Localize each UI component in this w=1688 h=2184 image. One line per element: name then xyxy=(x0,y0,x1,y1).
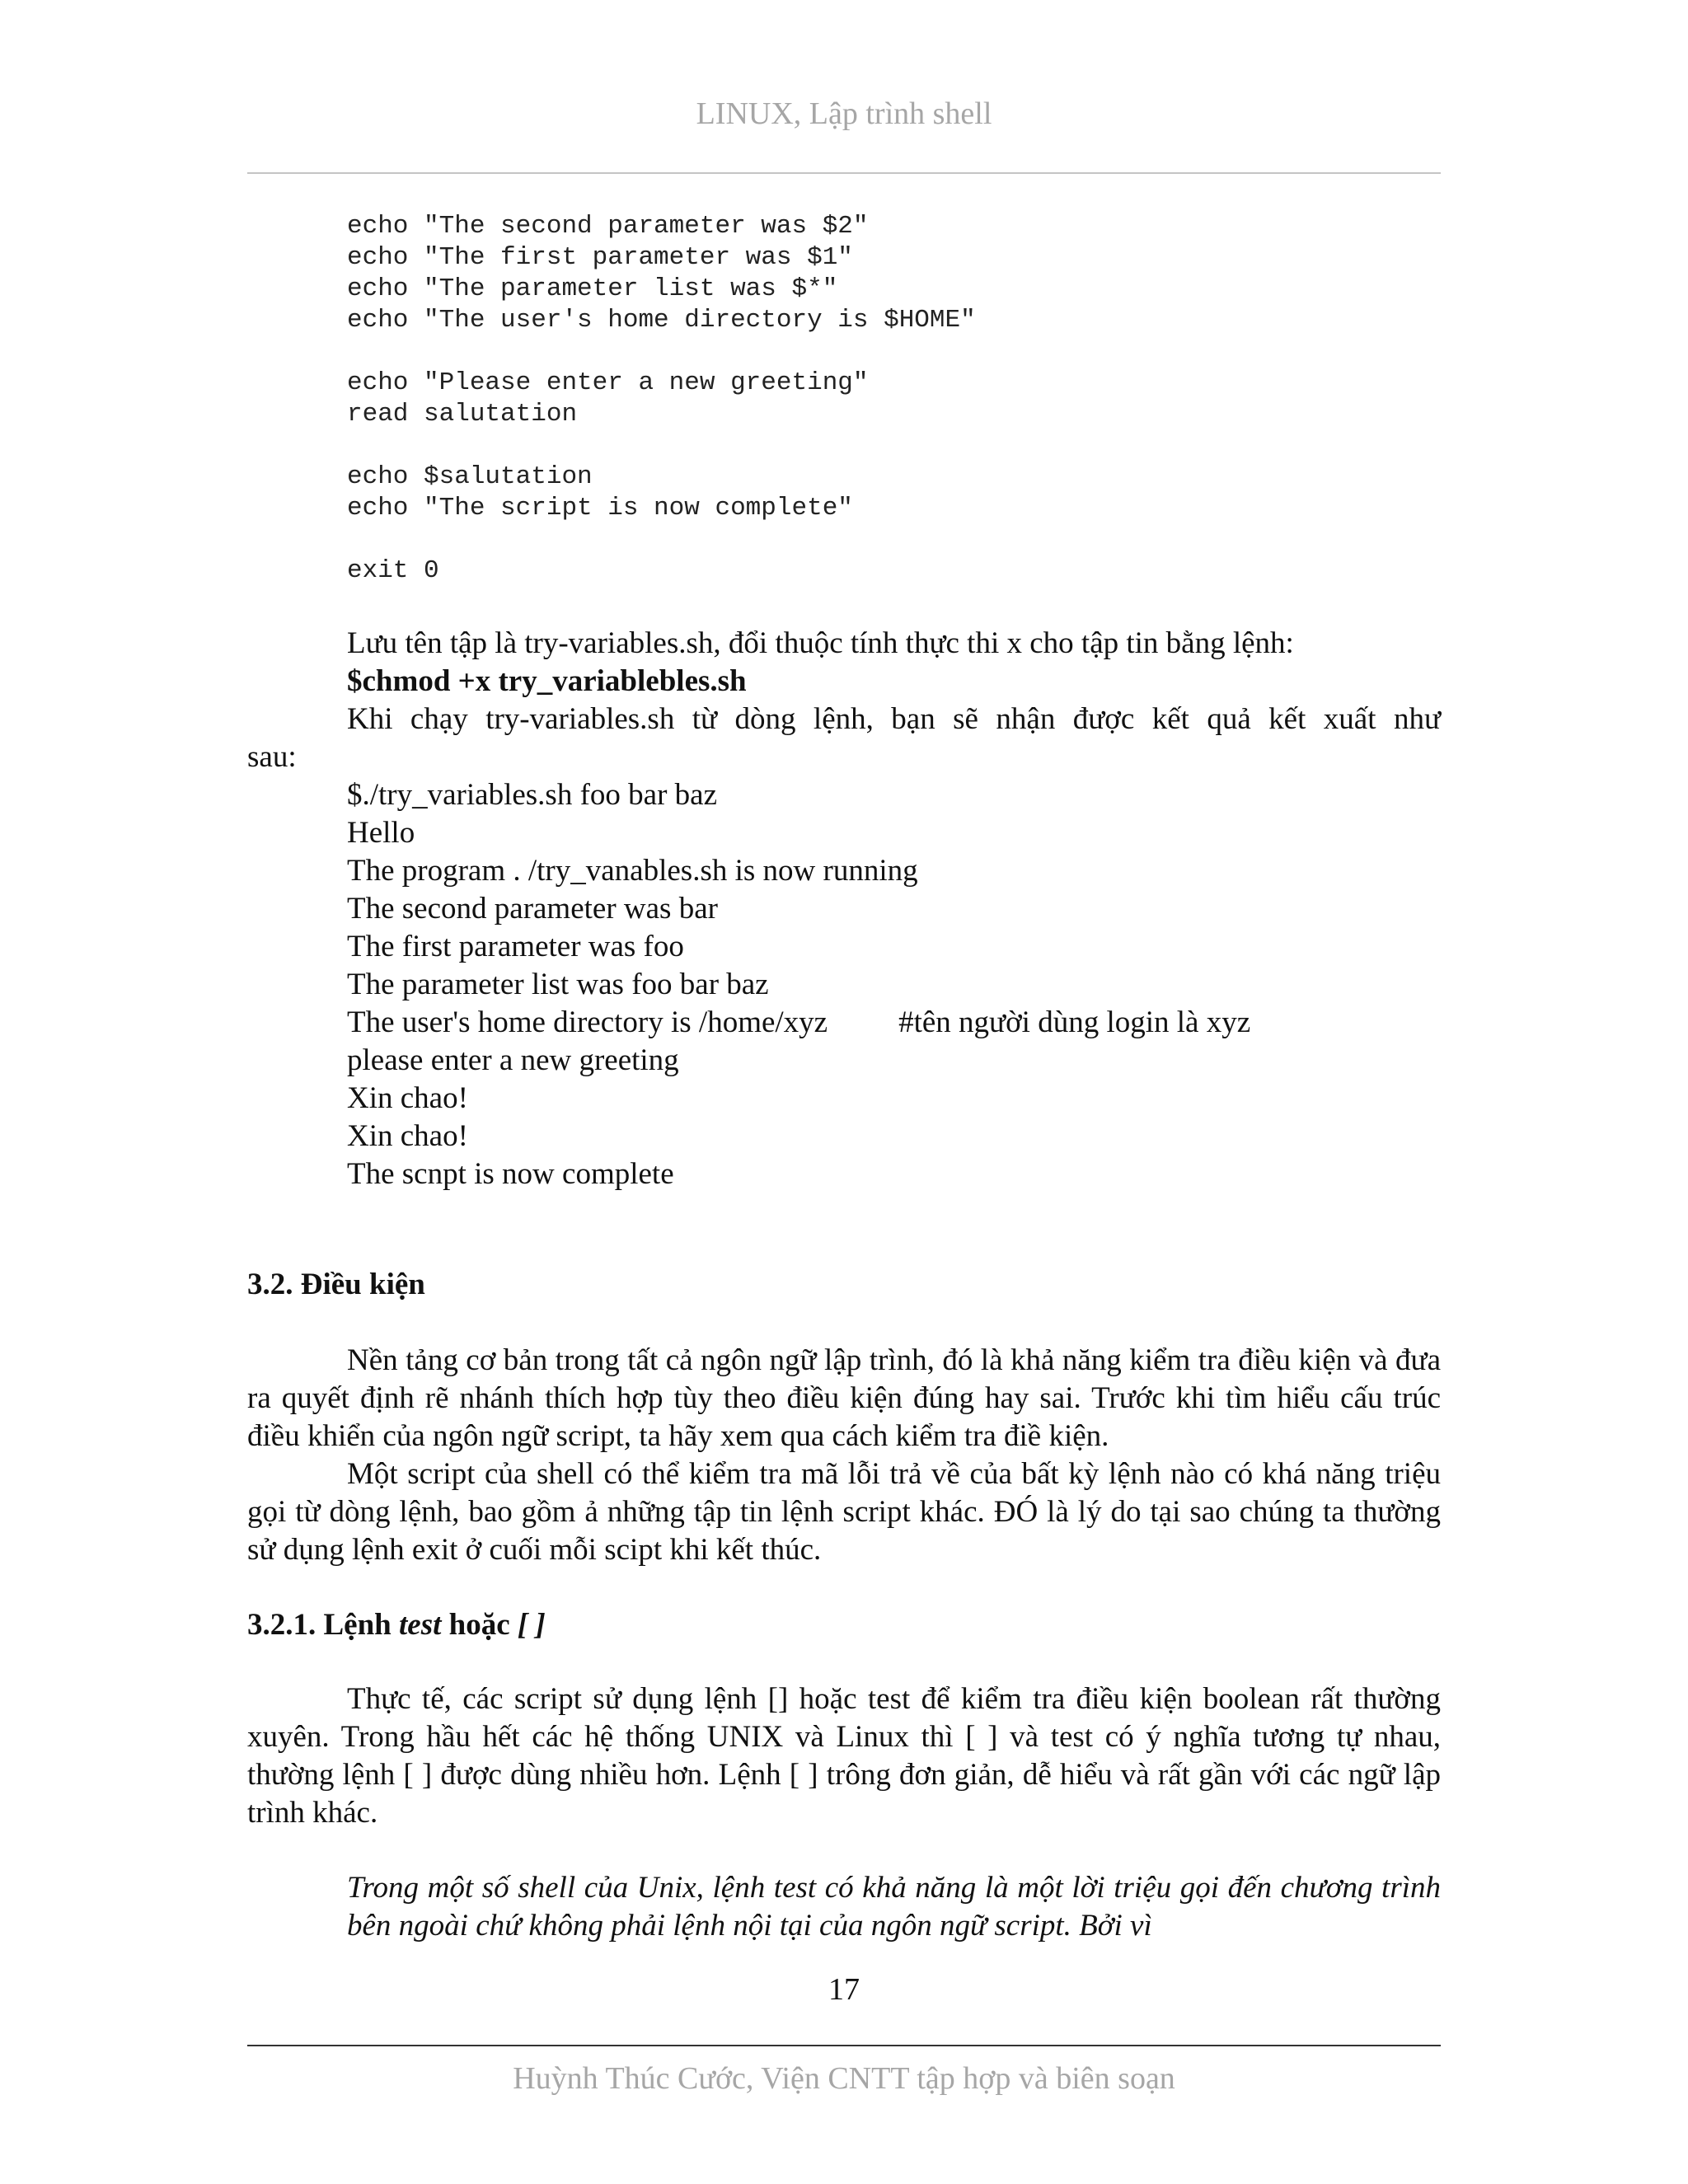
intro-paragraph xyxy=(247,625,1441,776)
output-line: The second parameter was bar xyxy=(347,892,718,926)
code-line: echo "Please enter a new greeting" xyxy=(347,368,869,397)
code-line: exit 0 xyxy=(347,556,439,585)
code-line: echo "The user's home directory is $HOME" xyxy=(347,306,976,335)
output-line-home xyxy=(347,1004,1250,1042)
code-line xyxy=(347,430,976,462)
code-line xyxy=(347,336,976,368)
running-footer: Huỳnh Thúc Cước, Viện CNTT tập hợp và biên soạn xyxy=(513,2061,1175,2096)
code-line xyxy=(347,524,976,555)
chmod-command: $chmod +x try_variablebles.sh xyxy=(347,664,747,698)
output-line: The program . /try_vanables.sh is now running xyxy=(347,854,918,888)
code-line: echo "The parameter list was $*" xyxy=(347,274,838,303)
italic-note-paragraph: Trong một số shell của Unix, lệnh test có khả năng là một lời triệu gọi đến chương trình bên ngoài chứ không phải lệnh nội tại của ngôn ngữ script. Bởi vì xyxy=(347,1871,1441,1943)
output-line: The scnpt is now complete xyxy=(347,1157,674,1191)
output-line: Hello xyxy=(347,816,415,850)
heading-test-keyword: test xyxy=(399,1608,442,1642)
code-line: echo "The second parameter was $2" xyxy=(347,212,869,241)
page-number: 17 xyxy=(828,1972,860,2007)
script-output xyxy=(347,776,1250,1193)
output-line: Xin chao! xyxy=(347,1081,468,1115)
run-instruction: Khi chạy try-variables.sh từ dòng lệnh, bạn sẽ nhận được kết quả kết xuất như xyxy=(347,702,1441,736)
home-directory-text: The user's home directory is /home/xyz xyxy=(347,1005,828,1039)
code-block xyxy=(347,211,976,587)
code-line: read salutation xyxy=(347,400,578,429)
code-line: echo "The script is now complete" xyxy=(347,494,853,523)
footer-rule xyxy=(247,2045,1441,2046)
output-line: $./try_variables.sh foo bar baz xyxy=(347,778,717,812)
section-3-2-1-paragraph: Thực tế, các script sử dụng lệnh [] hoặc test để kiểm tra điều kiện boolean rất thường xuyên. Trong hầu hết các hệ thống UNIX và Linux thì [ ] và test có ý nghĩa tương tự nhau, thường lệnh [ ] được dùng nhiều hơn. Lệnh [ ] trông đơn giản, dễ hiểu và rất gần với các ngữ lập trình khác. xyxy=(247,1682,1441,1830)
section-heading-3-2-1 xyxy=(247,1607,546,1643)
section-heading-3-2: 3.2. Điều kiện xyxy=(247,1268,425,1301)
code-line: echo "The first parameter was $1" xyxy=(347,243,853,272)
output-line: The first parameter was foo xyxy=(347,930,684,963)
section-3-2-paragraph-1: Nền tảng cơ bản trong tất cả ngôn ngữ lập trình, đó là khả năng kiểm tra điều kiện và đưa ra quyết định rẽ nhánh thích hợp tùy theo điều kiện đúng hay sai. Trước khi tìm hiểu cấu trúc điều khiển của ngôn ngữ script, ta hãy xem qua cách kiểm tra điề kiện. xyxy=(247,1343,1441,1453)
home-directory-comment: #tên người dùng login là xyz xyxy=(898,1005,1251,1039)
output-line: please enter a new greeting xyxy=(347,1043,679,1077)
heading-or: hoặc xyxy=(448,1608,510,1642)
heading-brackets: [ ] xyxy=(517,1608,546,1642)
save-instruction: Lưu tên tập là try-variables.sh, đổi thuộc tính thực thi x cho tập tin bằng lệnh: xyxy=(347,626,1294,660)
heading-prefix: 3.2.1. Lệnh xyxy=(247,1608,392,1642)
run-instruction-tail: sau: xyxy=(247,740,297,774)
running-header: LINUX, Lập trình shell xyxy=(696,96,992,131)
output-line: Xin chao! xyxy=(347,1119,468,1153)
header-rule xyxy=(247,172,1441,174)
code-line: echo $salutation xyxy=(347,462,593,491)
output-line: The parameter list was foo bar baz xyxy=(347,968,769,1001)
section-3-2-paragraph-2: Một script của shell có thể kiểm tra mã lỗi trả về của bất kỳ lệnh nào có khá năng triệu gọi từ dòng lệnh, bao gồm ả những tập tin lệnh script khác. ĐÓ là lý do tại sao chúng ta thường sử dụng lệnh exit ở cuối mỗi scipt khi kết thúc. xyxy=(247,1457,1441,1567)
